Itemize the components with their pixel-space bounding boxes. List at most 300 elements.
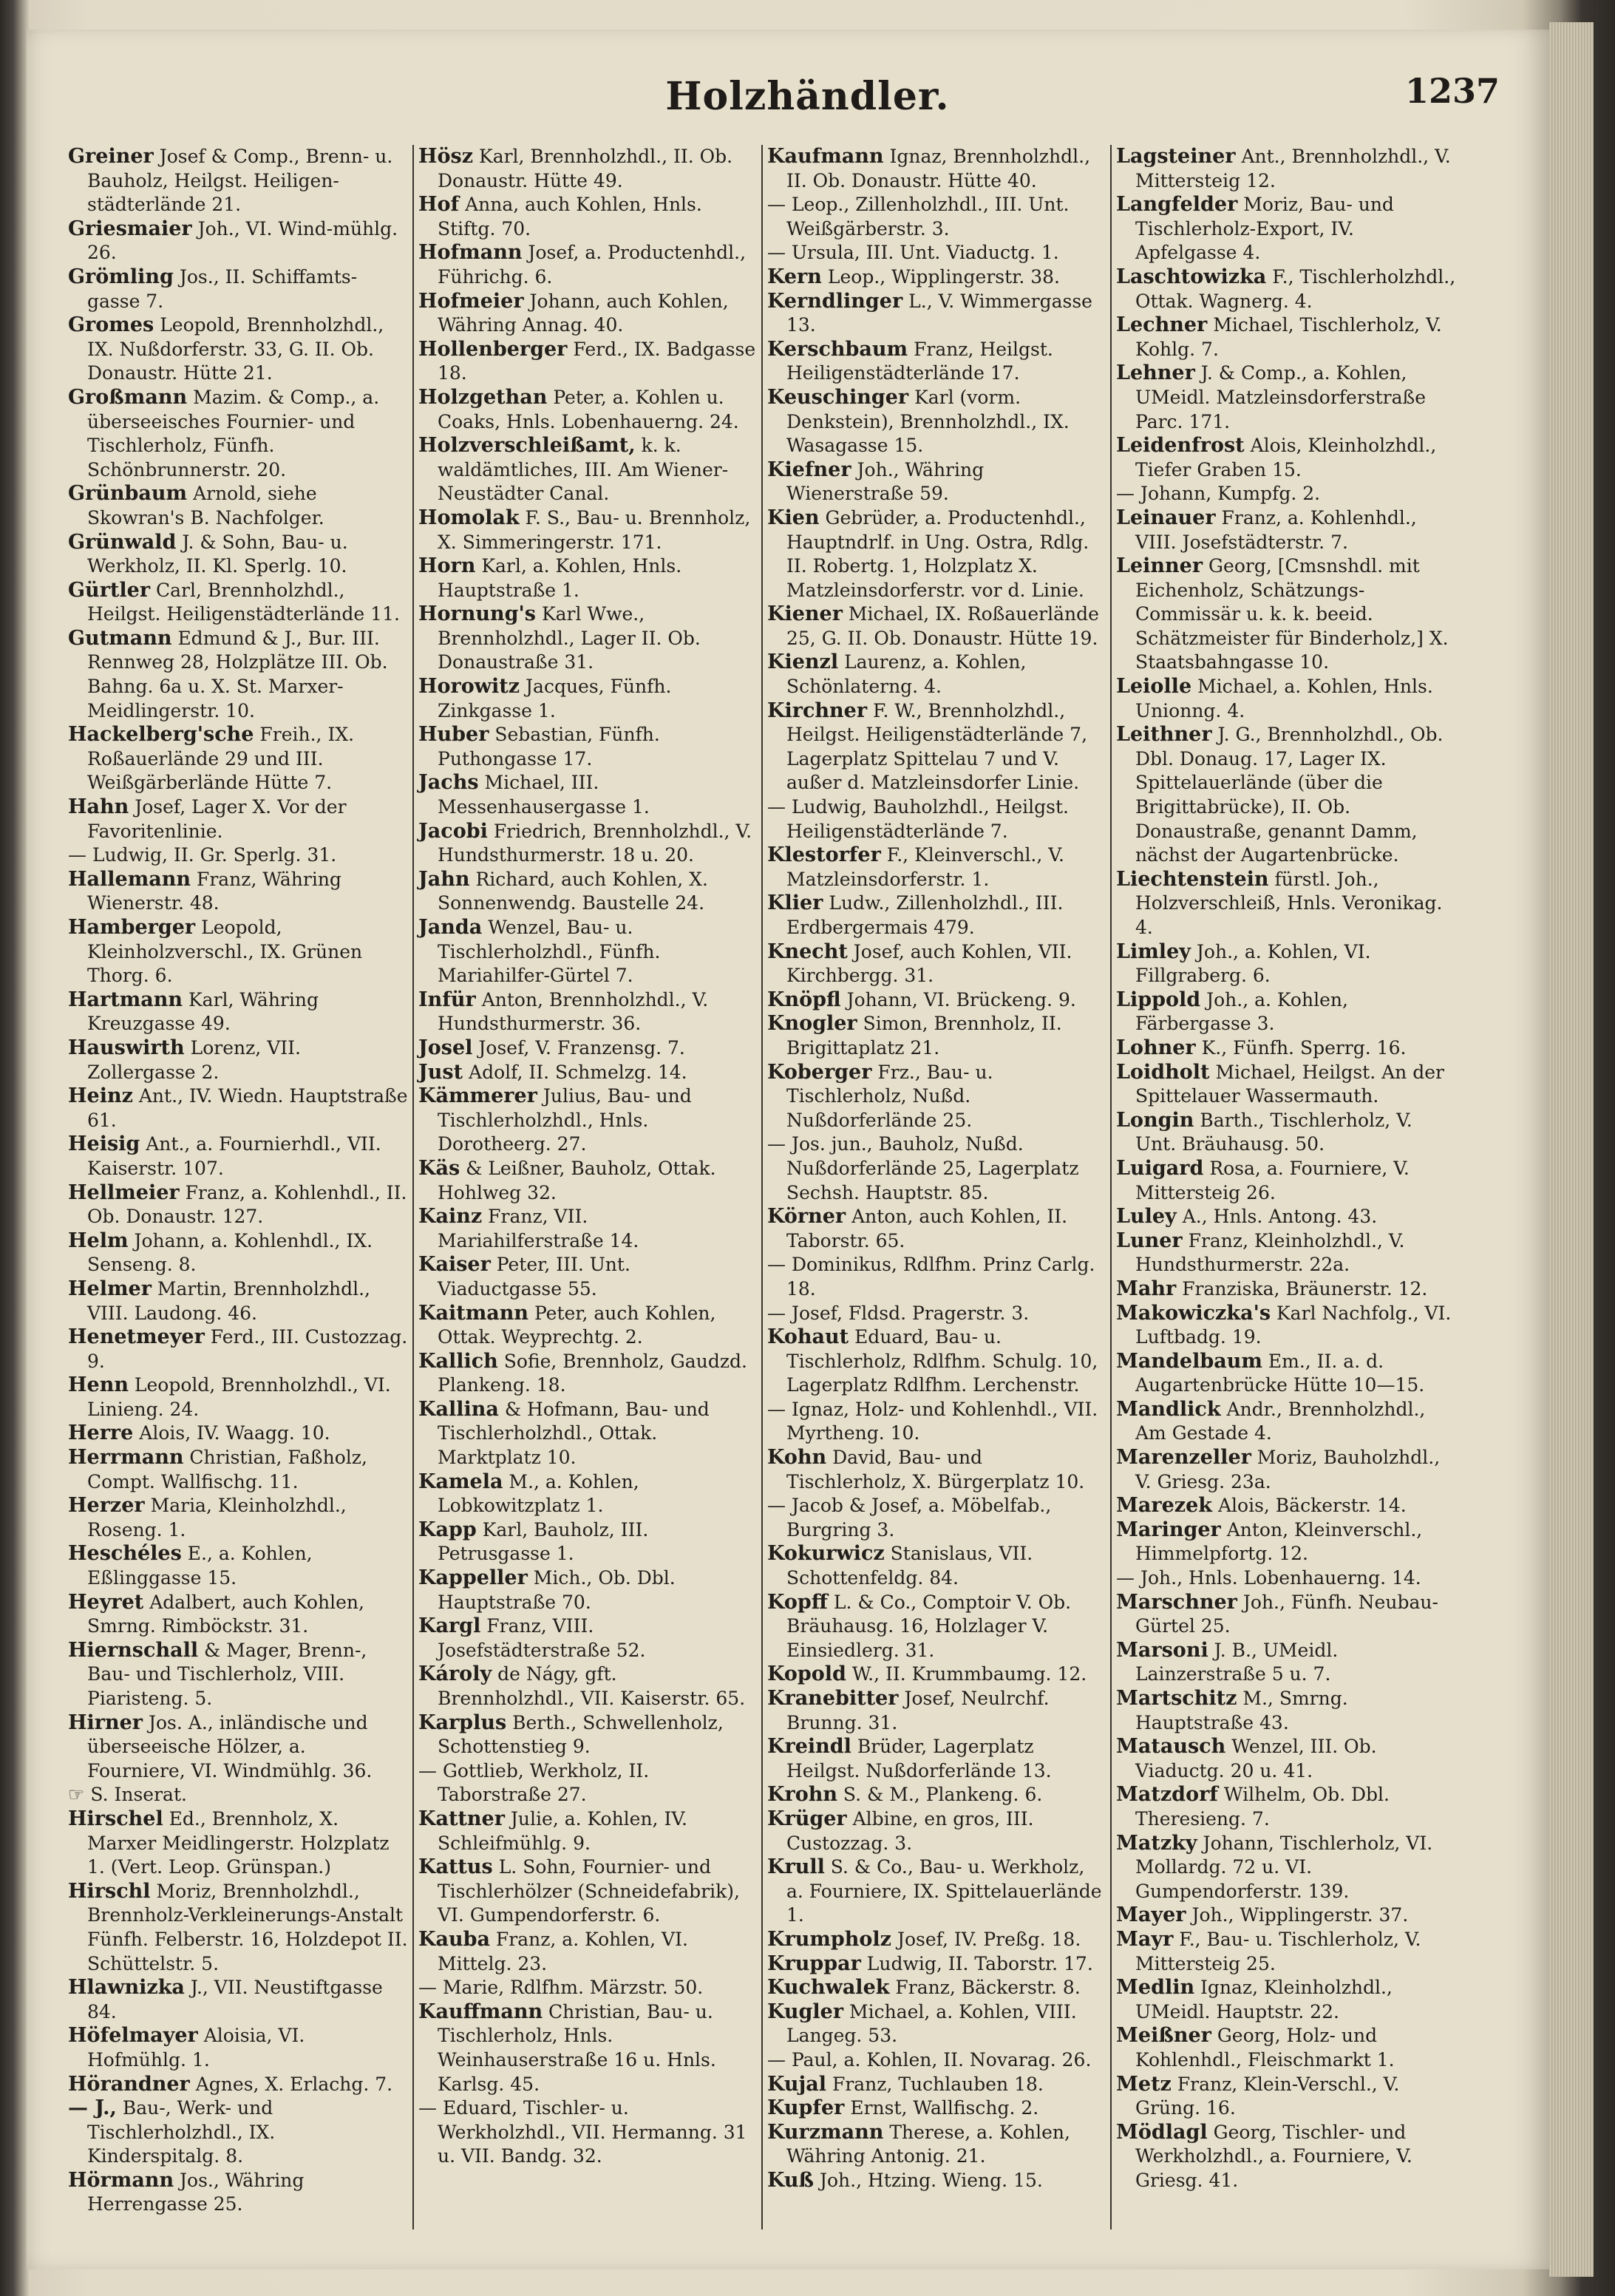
directory-entry [1116,2024,1456,2072]
entry-name: Leiolle [1116,675,1192,699]
directory-entry [68,2169,408,2217]
entry-details: Maria, Kleinholzhdl., Roseng. 1. [87,1495,347,1541]
directory-entry [418,675,758,723]
entry-details: Johann, VI. Brückeng. 9. [846,988,1076,1011]
entry-details: Ant., a. Fournierhdl., VII. Kaiserstr. 107. [87,1133,381,1179]
directory-entry [418,1976,758,2000]
entry-details: Leopold, Kleinholzverschl., IX. Grünen Thorg. 6. [87,917,363,987]
entry-name: Mayer [1116,1903,1186,1927]
directory-entry [68,1132,408,1181]
entry-details: E., a. Kohlen, Eßlinggasse 15. [87,1543,313,1589]
directory-entry [1116,313,1456,361]
entry-name: Hallemann [68,867,191,891]
entry-details: Karl Wwe., Brennholzhdl., Lager II. Ob. Donaustraße 31. [438,603,701,673]
entry-details: Franz, VIII. Josefstädterstraße 52. [438,1615,646,1661]
directory-entry [1116,1687,1456,1735]
entry-name: Lippold [1116,988,1201,1011]
directory-entry [767,843,1107,891]
entry-details: Frz., Bau- u. Tischlerholz, Nußd. Nußdorferlände 25. [786,1061,993,1131]
directory-entry [767,699,1107,795]
entry-name: Hirner [68,1711,143,1734]
entry-details: Josef, Neulrchf. Brunng. 31. [786,1688,1050,1733]
directory-entry [1116,988,1456,1036]
directory-entry [767,1012,1107,1060]
entry-details: J. & Comp., a. Kohlen, UMeidl. Matzleinsdorferstraße Parc. 171. [1135,362,1427,432]
entry-name: Kerschbaum [767,337,908,361]
entry-name: Marezek [1116,1494,1213,1518]
directory-entry [1116,1061,1456,1109]
entry-name: Knogler [767,1012,857,1036]
directory-entry [68,1229,408,1277]
entry-name: Jacobi [418,819,488,843]
directory-entry [418,1253,758,1301]
directory-entry [767,1132,1107,1205]
entry-details: Johann, Tischlerholz, VI. Mollardg. 72 u. VI. Gumpendorferstr. 139. [1135,1832,1433,1902]
directory-entry [68,1783,408,1807]
directory-entry [68,1325,408,1373]
directory-entry [68,843,408,868]
entry-name: Kokurwicz [767,1542,885,1566]
entry-details: M., a. Kohlen, Lobkowitzplatz 1. [438,1470,639,1517]
entry-details: Sebastian, Fünfh. Puthongasse 17. [438,724,660,770]
entry-details: Franziska, Bräunerstr. 12. [1182,1277,1428,1300]
directory-entry [767,891,1107,940]
entry-details: Brüder, Lagerplatz Heilgst. Nußdorferlände 13. [786,1736,1052,1782]
entry-details: Michael, a. Kohlen, Hnls. Unionng. 4. [1135,676,1433,721]
directory-entry [1116,1446,1456,1494]
directory-entry [767,1398,1107,1446]
entry-name: Marschner [1116,1590,1237,1614]
directory-entry [1116,1832,1456,1904]
entry-details: Sofie, Brennholz, Gaudzd. Plankeng. 18. [438,1350,747,1396]
entry-name: Gromes [68,313,154,337]
entry-name: Laschtowizka [1116,265,1267,288]
directory-entry [418,820,758,868]
directory-entry [767,2121,1107,2169]
entry-name: Matzdorf [1116,1783,1218,1807]
directory-entry [767,386,1107,458]
entry-name: Kugler [767,2000,844,2023]
directory-entry [418,723,758,771]
directory-entry [1116,1928,1456,1976]
entry-name: Heisig [68,1132,140,1156]
entry-details: Albine, en gros, III. Custozzag. 3. [786,1807,1034,1854]
entry-details: W., II. Krummbaumg. 12. [851,1663,1087,1685]
directory-entry [418,602,758,675]
directory-entry [418,1807,758,1855]
directory-entry [68,916,408,988]
directory-entry [418,1614,758,1662]
entry-name: Krumpholz [767,1927,891,1951]
entry-name: Kaufmann [767,145,884,168]
column-1 [68,145,408,2217]
page-header [27,30,1588,118]
entry-details: Karl Nachfolg., VI. Luftbadg. 19. [1135,1302,1452,1348]
entry-details: Anna, auch Kohlen, Hnls. Stiftg. 70. [438,194,702,240]
directory-entry [767,2096,1107,2121]
entry-details: Ferd., III. Custozzag. 9. [87,1326,408,1372]
entry-name: Kuchwalek [767,1976,890,2000]
directory-entry [68,145,408,217]
entry-details: Bau-, Werk- und Tischlerholzhdl., IX. Kinderspitalg. 8. [87,2097,276,2167]
entry-name: Kappeller [418,1566,528,1590]
entry-details: Johann, auch Kohlen, Währing Annag. 40. [438,290,729,336]
entry-details: Joh., Fünfh. Neubau-Gürtel 25. [1135,1591,1438,1637]
directory-entry [418,1518,758,1566]
entry-details: F., Kleinverschl., V. Matzleinsdorferstr. 1. [786,844,1064,890]
page-title: Holzhändler. [665,74,950,119]
directory-entry [68,1036,408,1084]
directory-entry [1116,1903,1456,1928]
directory-entry [1116,1302,1456,1350]
entry-name: Luigard [1116,1156,1204,1180]
directory-entry [767,988,1107,1013]
directory-entry [68,1373,408,1422]
entry-details: Michael, Tischlerholz, V. Kohlg. 7. [1135,314,1442,360]
entry-details: Jos., II. Schiffamts-gasse 7. [87,265,358,312]
entry-details: F., Bau- u. Tischlerholz, V. Mittersteig 25. [1135,1928,1421,1974]
entry-name: Kaiser [418,1253,491,1277]
entry-details: K., Fünfh. Sperrg. 16. [1201,1036,1407,1059]
entry-name: Leinner [1116,554,1203,578]
directory-entry [767,1325,1107,1398]
entry-name: Knecht [767,940,848,963]
entry-details: Christian, Bau- u. Tischlerholz, Hnls. Weinhauserstraße 16 u. Hnls. Karlsg. 45. [438,2000,716,2095]
directory-entry [68,579,408,627]
entry-details: Josef, V. Franzensg. 7. [478,1036,685,1059]
entry-name: Infür [418,988,476,1011]
entry-name: Mandelbaum [1116,1349,1262,1373]
directory-entry [767,1687,1107,1735]
entry-name: Maringer [1116,1518,1221,1541]
directory-entry [767,1253,1107,1301]
entry-details: — Jacob & Josef, a. Möbelfab., Burgring 3. [767,1495,1052,1541]
entry-details: Wilhelm, Ob. Dbl. Theresieng. 7. [1135,1784,1390,1830]
directory-entry [418,241,758,289]
entry-name: Luner [1116,1229,1183,1252]
entry-details: ☞ S. Inserat. [68,1784,187,1806]
entry-name: Kauba [418,1927,490,1951]
entry-name: Marenzeller [1116,1446,1251,1470]
entry-name: Kiefner [767,458,851,481]
entry-details: Berth., Schwellenholz, Schottenstieg 9. [438,1711,724,1758]
entry-name: Klier [767,891,823,915]
directory-entry [418,771,758,819]
directory-entry [767,2169,1107,2193]
directory-entry [418,1711,758,1759]
entry-details: Moriz, Bauholzhdl., V. Griesg. 23a. [1135,1447,1441,1492]
entry-details: Franz, Heilgst. Heiligenstädterlände 17. [786,338,1053,384]
entry-details: F., Tischlerholzhdl., Ottak. Wagnerg. 4. [1135,265,1456,312]
entry-details: — Ignaz, Holz- und Kohlenhdl., VII. Myrtheng. 10. [767,1398,1098,1444]
entry-name: Hahn [68,795,129,819]
entry-name: Huber [418,723,489,747]
directory-entry [1116,1591,1456,1639]
column-3 [767,145,1107,2193]
entry-details: Ferd., IX. Badgasse 18. [438,338,756,384]
entry-name: Heyret [68,1590,144,1614]
directory-entry [418,554,758,602]
directory-entry [767,290,1107,338]
entry-details: F. S., Bau- u. Brennholz, X. Simmeringerstr. 171. [438,506,751,553]
entry-name: Mandlick [1116,1397,1221,1421]
entry-details: Edmund & J., Bur. III. Rennweg 28, Holzplätze III. Ob. Bahng. 6a u. X. St. Marxer-Meidlingerstr. 10. [87,627,388,721]
directory-entry [1116,193,1456,265]
entry-details: Franz, VII. Mariahilferstraße 14. [438,1206,639,1251]
entry-details: Karl (vorm. Denkstein), Brennholzhdl., IX. Wasagasse 15. [786,386,1070,457]
entry-name: Kurzmann [767,2120,884,2144]
entry-name: Liechtenstein [1116,867,1269,891]
entry-details: Barth., Tischlerholz, V. Unt. Bräuhausg. 50. [1135,1109,1412,1155]
directory-entry [767,651,1107,699]
directory-entry [68,1494,408,1542]
entry-name: Hofmeier [418,289,524,313]
entry-details: Lorenz, VII. Zollergasse 2. [87,1036,301,1083]
entry-details: Simon, Brennholz, II. Brigittaplatz 21. [786,1013,1062,1059]
directory-entry [767,506,1107,602]
entry-name: Metz [1116,2072,1172,2096]
entry-name: Kallina [418,1397,499,1421]
directory-entry [1116,1639,1456,1687]
entry-details: Ernst, Wallfischg. 2. [850,2097,1039,2119]
entry-details: Joh., Htzing. Wieng. 15. [819,2169,1043,2191]
directory-entry [68,1277,408,1325]
directory-entry [1116,506,1456,554]
directory-entry [418,338,758,386]
entry-details: Martin, Brennholzhdl., VIII. Laudong. 46. [87,1277,370,1324]
entry-name: Longin [1116,1108,1194,1132]
entry-details: Therese, a. Kohlen, Währing Antonig. 21. [786,2121,1070,2167]
directory-entry [767,1591,1107,1663]
entry-name: Leinauer [1116,506,1216,529]
directory-entry [68,531,408,579]
directory-entry [1116,1976,1456,2024]
entry-name: Kargl [418,1614,481,1638]
entry-name: Knöpfl [767,988,841,1011]
directory-entry [767,2000,1107,2048]
entry-details: Franz, a. Kohlenhdl., II. Ob. Donaustr. 127. [87,1181,407,1228]
directory-entry [1116,1735,1456,1783]
directory-entry [767,1205,1107,1253]
directory-entry [68,795,408,843]
entry-details: L. Sohn, Fournier- und Tischlerhölzer (Schneidefabrik), VI. Gumpendorferstr. 6. [438,1856,740,1926]
directory-entry [767,338,1107,386]
entry-name: Leidenfrost [1116,434,1245,458]
directory-entry [1116,723,1456,868]
entry-details: L., V. Wimmergasse 13. [786,290,1092,336]
entry-name: Hörmann [68,2168,174,2192]
entry-name: Kapp [418,1518,477,1541]
entry-details: Mazim. & Comp., a. überseeisches Fournier- und Tischlerholz, Fünfh. Schönbrunnerstr. 20. [87,386,380,480]
entry-details: J. G., Brennholzhdl., Ob. Dbl. Donaug. 17, Lager IX. Spittelauerlände (über die Brigittabrücke), II. Ob. Donaustraße, genannt Damm, nächst der Augartenbrücke. [1135,724,1444,866]
directory-entry [767,2048,1107,2073]
entry-details: Adalbert, auch Kohlen, Smrng. Rimböckstr. 31. [87,1591,364,1637]
entry-name: Hof [418,193,460,217]
entry-name: Griesmaier [68,217,192,240]
entry-details: Friedrich, Brennholzhdl., V. Hundsthurmerstr. 18 u. 20. [438,820,752,866]
entry-details: — Johann, Kumpfg. 2. [1116,483,1321,505]
entry-details: Franz, Bäckerstr. 8. [895,1977,1081,1999]
directory-entry [767,1783,1107,1807]
entry-details: Josef, IV. Preßg. 18. [897,1928,1081,1950]
entry-details: J. B., UMeidl. Lainzerstraße 5 u. 7. [1135,1639,1339,1685]
directory-entry [767,1807,1107,1855]
directory-entry [68,1976,408,2024]
entry-name: Kujal [767,2072,827,2096]
entry-name: Klestorfer [767,843,881,867]
directory-entry [418,1302,758,1350]
entry-details: Franz, Währing Wienerstr. 48. [87,868,341,914]
entry-details: Anton, auch Kohlen, II. Taborstr. 65. [786,1206,1068,1251]
entry-details: L. & Co., Comptoir V. Ob. Bräuhausg. 16, Holzlager V. Einsiedlerg. 31. [786,1591,1072,1661]
entry-details: Anton, Kleinverschl., Himmelpfortg. 12. [1135,1518,1423,1565]
entry-details: — Gottlieb, Werkholz, II. Taborstraße 27. [418,1759,650,1806]
entry-name: Kien [767,506,820,529]
entry-details: Wenzel, III. Ob. Viaductg. 20 u. 41. [1135,1736,1377,1782]
entry-name: Koberger [767,1060,872,1084]
entry-name: Grünwald [68,530,177,554]
directory-entry [767,1302,1107,1326]
directory-entry [418,290,758,338]
directory-entry [1116,1277,1456,1302]
directory-entry [418,434,758,506]
entry-details: Ludwig, II. Taborstr. 17. [866,1952,1093,1974]
directory-entry [68,1711,408,1784]
directory-entry [1116,940,1456,988]
entry-name: Janda [418,916,483,939]
entry-details: Jos. A., inländische und überseeische Hölzer, a. Fourniere, VI. Windmühlg. 36. [87,1711,373,1782]
entry-name: Josel [418,1036,473,1059]
entry-details: Joh., Währing Wienerstraße 59. [786,458,985,505]
entry-name: Grünbaum [68,482,188,506]
column-divider [761,145,763,2229]
directory-entry [767,602,1107,651]
directory-entry [1116,434,1456,482]
directory-entry [418,916,758,988]
directory-entry [767,1976,1107,2000]
entry-name: Langfelder [1116,193,1238,217]
entry-name: Homolak [418,506,520,529]
directory-entry [767,1542,1107,1590]
directory-entry [68,482,408,530]
directory-entry [418,145,758,193]
directory-entry [767,265,1107,290]
directory-entry [68,1542,408,1590]
entry-name: Horowitz [418,675,520,699]
directory-entry [68,2073,408,2097]
entry-details: Arnold, siehe Skowran's B. Nachfolger. [87,483,324,529]
directory-entry [418,386,758,434]
entry-name: Kreindl [767,1735,851,1759]
entry-name: Hofmann [418,241,523,265]
entry-details: Ignaz, Brennholzhdl., II. Ob. Donaustr. Hütte 40. [786,146,1091,191]
entry-details: Josef & Comp., Brenn- u. Bauholz, Heilgst. Heiligen-städterlände 21. [87,146,393,216]
entry-name: Henn [68,1373,129,1397]
directory-entry [418,1398,758,1470]
directory-entry [68,217,408,265]
entry-details: Josef, a. Productenhdl., Führichg. 6. [438,242,747,288]
entry-details: Leopold, Brennholzhdl., VI. Linieng. 24. [87,1374,391,1420]
entry-details: Karl, a. Kohlen, Hnls. Hauptstraße 1. [438,555,682,601]
entry-details: Michael, IX. Roßauerlände 25, G. II. Ob. Donaustr. Hütte 19. [786,603,1099,649]
book-page-edges [1549,22,1594,2277]
directory-entry [767,145,1107,193]
directory-entry [68,2096,408,2169]
entry-name: Grömling [68,265,174,288]
entry-details: Michael, III. Messenhausergasse 1. [438,772,650,818]
entry-details: Franz, Tuchlauben 18. [832,2073,1044,2095]
entry-details: — Ursula, III. Unt. Viaductg. 1. [767,242,1059,264]
entry-name: Kopff [767,1590,828,1614]
entry-details: Josef, Lager X. Vor der Favoritenlinie. [87,796,347,842]
directory-entry [68,988,408,1036]
directory-entry [767,2073,1107,2097]
entry-details: — Marie, Rdlfhm. Märzstr. 50. [418,1977,704,1999]
entry-name: Horn [418,554,476,578]
directory-entry [1116,145,1456,193]
directory-entry [68,386,408,482]
directory-entry [418,193,758,241]
entry-details: Ignaz, Kleinholzhdl., UMeidl. Hauptstr. 22. [1135,1977,1393,2022]
entry-name: Kämmerer [418,1084,537,1108]
directory-entry [1116,1783,1456,1831]
entry-name: Lagsteiner [1116,145,1236,168]
entry-details: Franz, a. Kohlenhdl., VIII. Josefstädterstr. 7. [1135,506,1417,553]
directory-entry [1116,1566,1456,1591]
directory-entry [68,627,408,723]
entry-name: Hirschel [68,1807,163,1830]
entry-name: Gürtler [68,578,151,602]
entry-name: Kamela [418,1470,503,1493]
directory-entry [1116,868,1456,940]
directory-entry [68,1422,408,1446]
directory-entry [418,1084,758,1157]
entry-details: Jos., Währing Herrengasse 25. [87,2169,305,2215]
entry-name: Hackelberg'sche [68,723,254,747]
directory-entry [1116,265,1456,313]
entry-name: Meißner [1116,2024,1211,2048]
entry-name: Lechner [1116,313,1208,337]
entry-name: Herzer [68,1494,145,1518]
entry-details: Joh., Wipplingerstr. 37. [1191,1904,1409,1926]
entry-details: Georg, Holz- und Kohlenhdl., Fleischmarkt 1. [1135,2025,1395,2071]
entry-details: M., Smrng. Hauptstraße 43. [1135,1688,1348,1733]
entry-details: J. & Sohn, Bau- u. Werkholz, II. Kl. Sperlg. 10. [87,531,348,577]
column-4 [1116,145,1456,2193]
entry-name: Kattner [418,1807,505,1830]
entry-name: Kallich [418,1349,498,1373]
entry-details: Peter, a. Kohlen u. Coaks, Hnls. Lobenhauerng. 24. [438,386,739,432]
entry-name: Hamberger [68,916,196,939]
entry-details: Michael, Heilgst. An der Spittelauer Wassermauth. [1135,1061,1444,1107]
entry-name: Großmann [68,385,188,409]
entry-details: Joh., VI. Wind-mühlg. 26. [87,217,398,264]
entry-name: Kopold [767,1662,846,1686]
entry-details: Josef, auch Kohlen, VII. Kirchbergg. 31. [786,940,1072,987]
entry-name: Hlawnizka [68,1976,185,2000]
directory-entry [418,1205,758,1253]
entry-details: Laurenz, a. Kohlen, Schönlaterng. 4. [786,651,1027,698]
directory-entry [418,1036,758,1061]
directory-entry [767,458,1107,506]
entry-name: Kienzl [767,651,839,674]
entry-details: & Mager, Brenn-, Bau- und Tischlerholz, VIII. Piaristeng. 5. [87,1639,367,1709]
directory-entry [767,1061,1107,1133]
directory-entry [1116,1109,1456,1157]
entry-name: Kern [767,265,822,288]
entry-details: Alois, IV. Waagg. 10. [139,1422,330,1444]
entry-details: — Joh., Hnls. Lobenhauerng. 14. [1116,1567,1421,1589]
